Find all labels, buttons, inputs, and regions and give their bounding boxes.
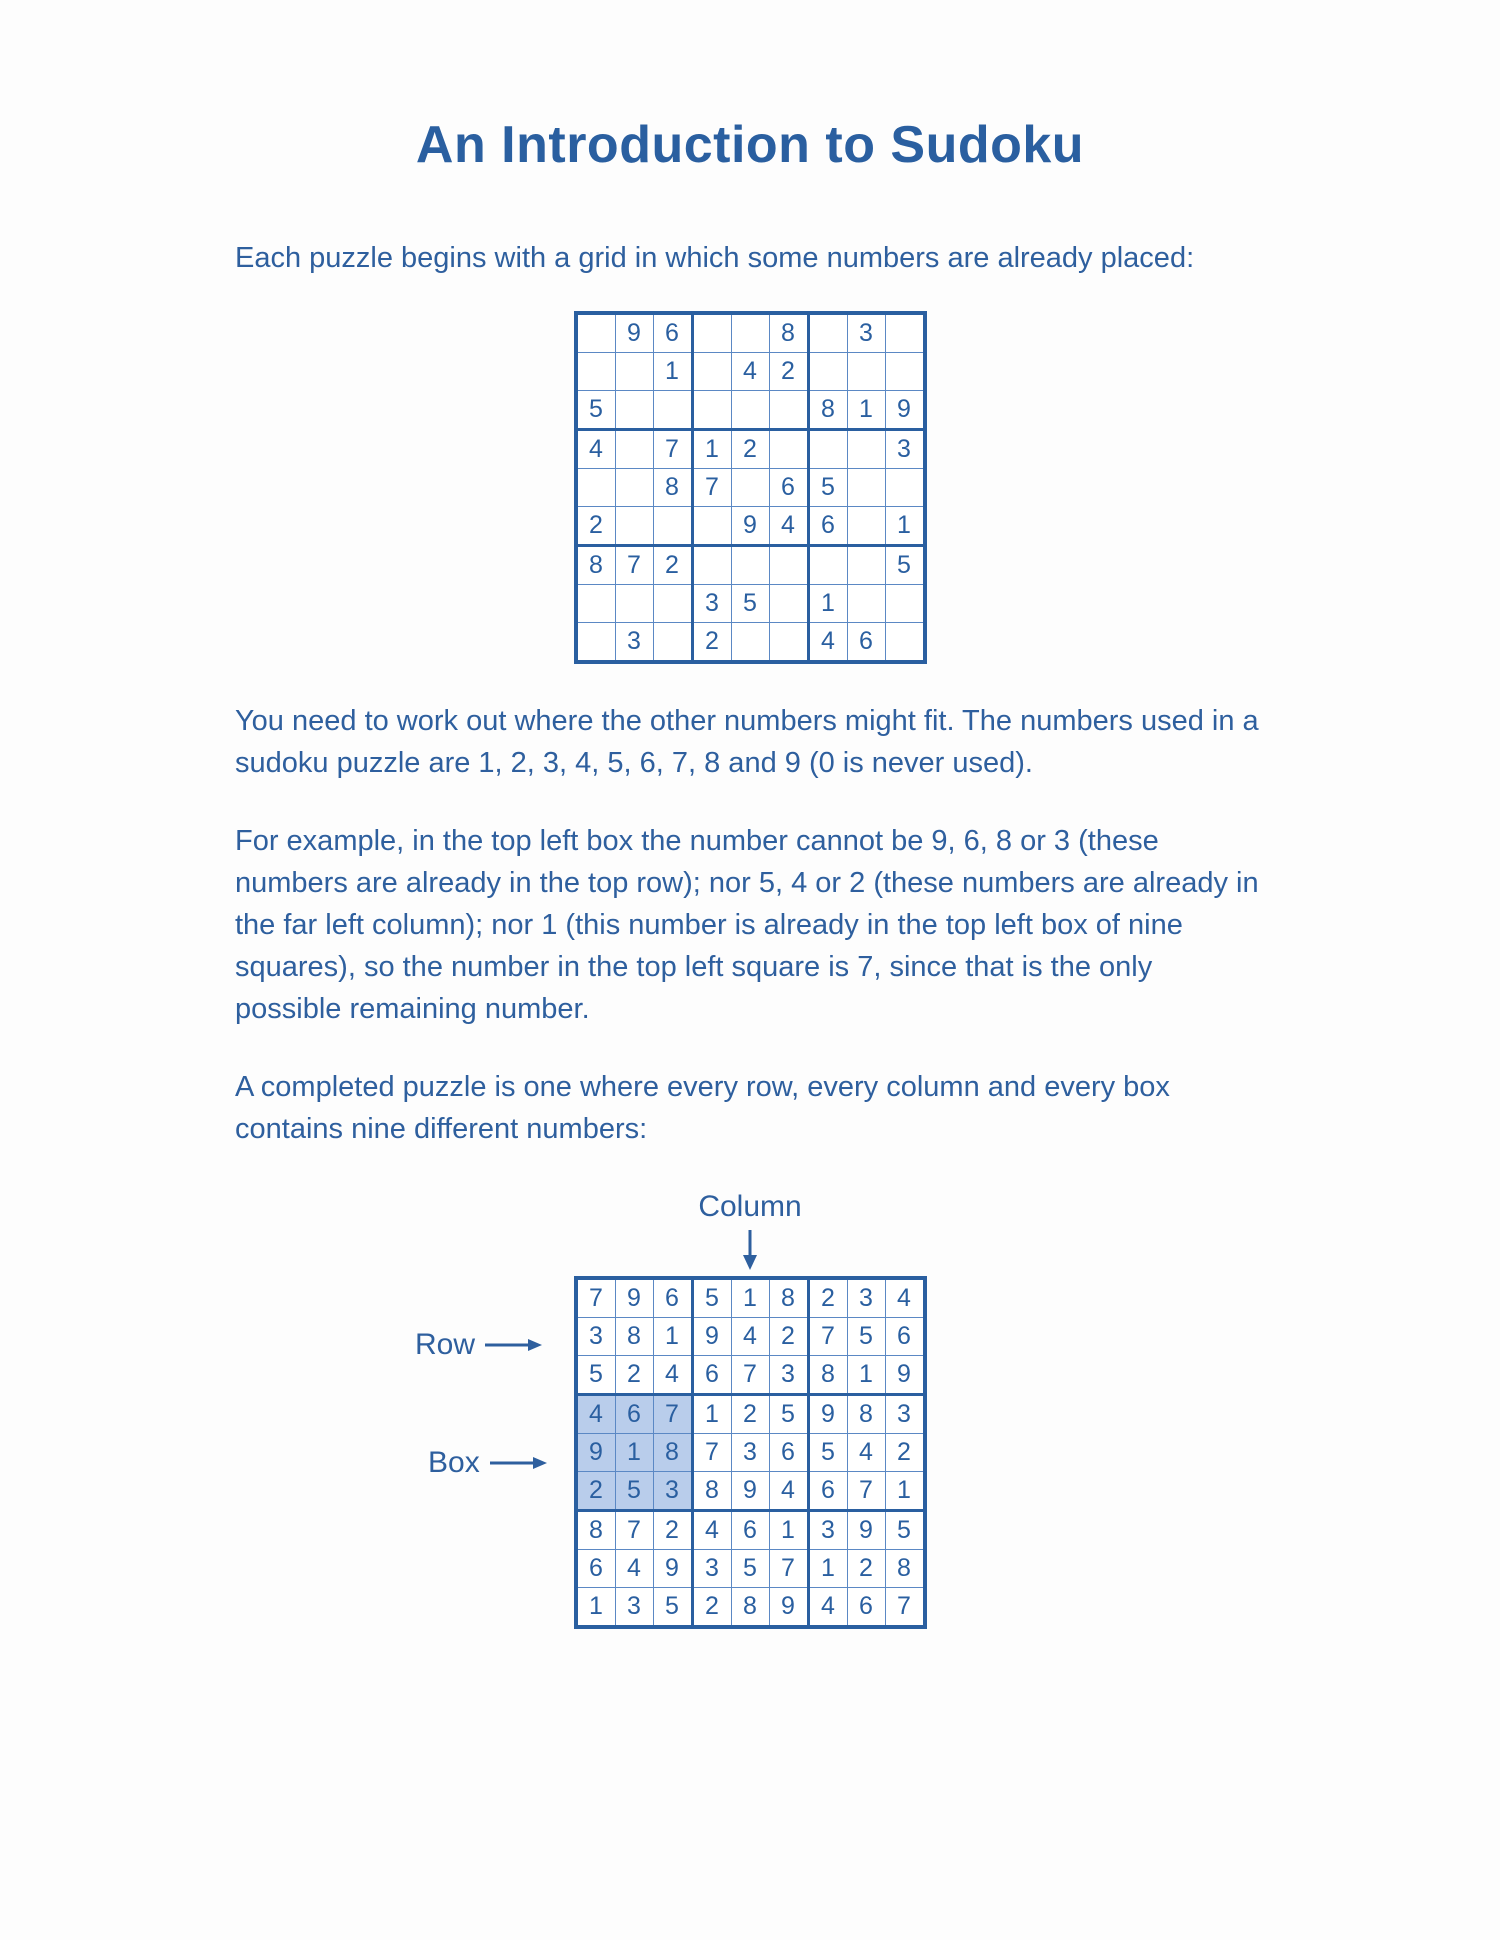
sudoku-cell: 5 (576, 391, 616, 430)
sudoku-cell (615, 585, 653, 623)
sudoku-cell: 8 (808, 391, 847, 430)
column-arrow-icon (730, 1228, 770, 1272)
sudoku-cell: 4 (615, 1550, 653, 1588)
sudoku-cell: 5 (885, 1511, 925, 1550)
sudoku-cell (808, 313, 847, 353)
sudoku-cell: 3 (615, 623, 653, 663)
sudoku-cell: 5 (885, 546, 925, 585)
sudoku-cell: 4 (808, 623, 847, 663)
sudoku-cell: 7 (653, 1395, 692, 1434)
puzzle-grid (574, 311, 927, 664)
sudoku-cell (615, 469, 653, 507)
sudoku-cell: 3 (692, 1550, 731, 1588)
row-label: Row (415, 1328, 476, 1362)
sudoku-cell: 7 (885, 1588, 925, 1628)
row-arrow-icon (485, 1335, 543, 1355)
sudoku-cell (692, 391, 731, 430)
page-title: An Introduction to Sudoku (415, 116, 1085, 174)
sudoku-cell (615, 430, 653, 469)
sudoku-cell: 8 (808, 1356, 847, 1395)
sudoku-row (576, 1356, 925, 1395)
sudoku-cell: 9 (653, 1550, 692, 1588)
sudoku-cell (769, 623, 808, 663)
sudoku-cell: 8 (769, 1278, 808, 1318)
sudoku-cell (808, 546, 847, 585)
sudoku-cell (576, 469, 616, 507)
sudoku-cell (653, 623, 692, 663)
sudoku-row (576, 1318, 925, 1356)
solution-grid (574, 1276, 927, 1629)
sudoku-row (576, 1472, 925, 1511)
sudoku-row (576, 1278, 925, 1318)
sudoku-cell (731, 313, 769, 353)
sudoku-cell (731, 546, 769, 585)
sudoku-cell: 9 (615, 1278, 653, 1318)
sudoku-row (576, 391, 925, 430)
sudoku-cell (847, 469, 885, 507)
sudoku-cell (847, 353, 885, 391)
sudoku-cell: 1 (808, 585, 847, 623)
sudoku-cell: 5 (615, 1472, 653, 1511)
sudoku-cell (885, 623, 925, 663)
sudoku-cell (576, 313, 616, 353)
sudoku-cell: 2 (808, 1278, 847, 1318)
sudoku-cell: 4 (731, 1318, 769, 1356)
sudoku-cell: 9 (808, 1395, 847, 1434)
sudoku-cell: 4 (769, 1472, 808, 1511)
sudoku-row (576, 507, 925, 546)
sudoku-cell: 5 (847, 1318, 885, 1356)
sudoku-cell: 3 (885, 1395, 925, 1434)
sudoku-cell: 8 (731, 1588, 769, 1628)
sudoku-cell: 7 (576, 1278, 616, 1318)
sudoku-cell: 9 (885, 391, 925, 430)
sudoku-cell: 3 (615, 1588, 653, 1628)
sudoku-cell: 1 (808, 1550, 847, 1588)
intro-text: Each puzzle begins with a grid in which some numbers are already placed: (235, 242, 1195, 274)
sudoku-cell: 5 (576, 1356, 616, 1395)
sudoku-row (576, 585, 925, 623)
sudoku-cell (576, 623, 616, 663)
sudoku-cell: 6 (692, 1356, 731, 1395)
sudoku-cell (847, 585, 885, 623)
sudoku-cell: 7 (653, 430, 692, 469)
sudoku-cell (769, 585, 808, 623)
sudoku-cell: 2 (653, 1511, 692, 1550)
sudoku-cell: 3 (692, 585, 731, 623)
sudoku-cell: 7 (769, 1550, 808, 1588)
sudoku-cell: 7 (731, 1356, 769, 1395)
sudoku-cell: 3 (576, 1318, 616, 1356)
sudoku-cell: 8 (653, 1434, 692, 1472)
sudoku-row (576, 1434, 925, 1472)
sudoku-row (576, 1511, 925, 1550)
sudoku-cell: 2 (769, 353, 808, 391)
sudoku-cell: 3 (885, 430, 925, 469)
sudoku-cell: 6 (615, 1395, 653, 1434)
sudoku-cell: 5 (769, 1395, 808, 1434)
sudoku-cell (576, 585, 616, 623)
sudoku-cell (808, 353, 847, 391)
sudoku-cell (885, 585, 925, 623)
sudoku-cell: 1 (692, 1395, 731, 1434)
sudoku-cell: 8 (615, 1318, 653, 1356)
sudoku-cell: 5 (808, 1434, 847, 1472)
sudoku-cell: 6 (769, 469, 808, 507)
sudoku-row (576, 1588, 925, 1628)
sudoku-cell: 4 (576, 1395, 616, 1434)
sudoku-cell (615, 353, 653, 391)
sudoku-cell: 1 (731, 1278, 769, 1318)
sudoku-cell: 7 (847, 1472, 885, 1511)
paragraph-2: For example, in the top left box the number cannot be 9, 6, 8 or 3 (these numbers are already in the top row); nor 5, 4 or 2 (these numbers are already in the far left column); nor 1 (this number is already in the top left box of nine squares), so the number in the top left square is 7, since that is the only possible remaining number. (235, 825, 1259, 1026)
column-label: Column (698, 1190, 802, 1224)
sudoku-cell: 8 (769, 313, 808, 353)
sudoku-cell: 7 (615, 546, 653, 585)
sudoku-cell: 5 (731, 585, 769, 623)
sudoku-cell: 5 (692, 1278, 731, 1318)
sudoku-cell (653, 507, 692, 546)
sudoku-cell: 1 (692, 430, 731, 469)
sudoku-cell (615, 391, 653, 430)
sudoku-cell: 1 (576, 1588, 616, 1628)
sudoku-cell: 6 (808, 1472, 847, 1511)
sudoku-cell: 1 (769, 1511, 808, 1550)
sudoku-cell: 9 (692, 1318, 731, 1356)
sudoku-cell: 4 (692, 1511, 731, 1550)
sudoku-cell: 3 (808, 1511, 847, 1550)
sudoku-cell: 2 (615, 1356, 653, 1395)
sudoku-cell: 9 (847, 1511, 885, 1550)
sudoku-cell: 1 (847, 1356, 885, 1395)
sudoku-cell: 4 (653, 1356, 692, 1395)
sudoku-cell: 6 (576, 1550, 616, 1588)
sudoku-cell: 6 (731, 1511, 769, 1550)
sudoku-cell: 7 (692, 1434, 731, 1472)
sudoku-cell: 4 (847, 1434, 885, 1472)
sudoku-cell (847, 430, 885, 469)
sudoku-cell: 7 (808, 1318, 847, 1356)
sudoku-cell: 2 (576, 507, 616, 546)
sudoku-cell (653, 391, 692, 430)
sudoku-cell (692, 313, 731, 353)
sudoku-cell: 1 (847, 391, 885, 430)
sudoku-cell: 3 (847, 1278, 885, 1318)
sudoku-cell: 4 (808, 1588, 847, 1628)
sudoku-cell: 5 (653, 1588, 692, 1628)
sudoku-cell: 4 (769, 507, 808, 546)
sudoku-cell: 8 (692, 1472, 731, 1511)
box-arrow-icon (490, 1453, 548, 1473)
paragraph-1: You need to work out where the other numbers might fit. The numbers used in a sudoku puzzle are 1, 2, 3, 4, 5, 6, 7, 8 and 9 (0 is never used). (235, 705, 1259, 780)
sudoku-cell: 1 (615, 1434, 653, 1472)
solution-grid-wrap (0, 1276, 1500, 1629)
sudoku-cell (808, 430, 847, 469)
sudoku-cell: 2 (885, 1434, 925, 1472)
sudoku-cell (692, 546, 731, 585)
sudoku-cell: 1 (885, 507, 925, 546)
sudoku-cell (769, 546, 808, 585)
sudoku-cell (731, 391, 769, 430)
sudoku-cell: 6 (769, 1434, 808, 1472)
sudoku-cell: 4 (576, 430, 616, 469)
sudoku-cell: 2 (769, 1318, 808, 1356)
sudoku-cell (692, 353, 731, 391)
row-label-group (415, 1328, 543, 1362)
sudoku-cell: 8 (847, 1395, 885, 1434)
sudoku-row (576, 1550, 925, 1588)
sudoku-cell: 1 (885, 1472, 925, 1511)
sudoku-cell (769, 430, 808, 469)
sudoku-row (576, 353, 925, 391)
puzzle-grid-container (0, 311, 1500, 664)
sudoku-cell: 9 (615, 313, 653, 353)
sudoku-cell: 4 (731, 353, 769, 391)
sudoku-cell (847, 546, 885, 585)
sudoku-cell (769, 391, 808, 430)
sudoku-cell: 9 (731, 507, 769, 546)
sudoku-cell (885, 313, 925, 353)
sudoku-cell (885, 469, 925, 507)
sudoku-cell: 2 (731, 430, 769, 469)
sudoku-cell: 6 (847, 623, 885, 663)
sudoku-cell: 4 (885, 1278, 925, 1318)
sudoku-cell (847, 507, 885, 546)
sudoku-row (576, 469, 925, 507)
sudoku-cell (615, 507, 653, 546)
sudoku-row (576, 430, 925, 469)
sudoku-cell: 2 (731, 1395, 769, 1434)
paragraph-3: A completed puzzle is one where every row, every column and every box contains nine different numbers: (235, 1071, 1170, 1146)
sudoku-cell: 8 (653, 469, 692, 507)
sudoku-row (576, 1395, 925, 1434)
box-label: Box (428, 1446, 480, 1480)
sudoku-cell: 2 (847, 1550, 885, 1588)
sudoku-cell: 1 (653, 1318, 692, 1356)
sudoku-cell (885, 353, 925, 391)
sudoku-cell: 5 (808, 469, 847, 507)
sudoku-row (576, 313, 925, 353)
sudoku-cell: 9 (576, 1434, 616, 1472)
sudoku-cell: 5 (731, 1550, 769, 1588)
sudoku-cell (653, 585, 692, 623)
sudoku-row (576, 623, 925, 663)
sudoku-cell: 9 (769, 1588, 808, 1628)
sudoku-cell: 7 (692, 469, 731, 507)
sudoku-cell: 9 (731, 1472, 769, 1511)
sudoku-cell: 3 (731, 1434, 769, 1472)
sudoku-cell: 6 (808, 507, 847, 546)
sudoku-cell (692, 507, 731, 546)
box-label-group (428, 1446, 548, 1480)
sudoku-cell: 3 (653, 1472, 692, 1511)
sudoku-cell (731, 623, 769, 663)
sudoku-cell: 6 (653, 1278, 692, 1318)
sudoku-cell: 3 (847, 313, 885, 353)
sudoku-cell: 6 (885, 1318, 925, 1356)
sudoku-cell: 7 (615, 1511, 653, 1550)
sudoku-cell: 2 (653, 546, 692, 585)
sudoku-cell: 8 (576, 546, 616, 585)
sudoku-cell: 2 (692, 1588, 731, 1628)
sudoku-cell: 6 (847, 1588, 885, 1628)
solution-grid-container (0, 1276, 1500, 1629)
solution-section (0, 1190, 1500, 1629)
sudoku-cell (576, 353, 616, 391)
sudoku-cell: 2 (692, 623, 731, 663)
sudoku-cell: 9 (885, 1356, 925, 1395)
sudoku-cell: 8 (576, 1511, 616, 1550)
sudoku-cell: 6 (653, 313, 692, 353)
sudoku-cell: 1 (653, 353, 692, 391)
sudoku-cell: 8 (885, 1550, 925, 1588)
sudoku-cell (731, 469, 769, 507)
sudoku-cell: 2 (576, 1472, 616, 1511)
sudoku-row (576, 546, 925, 585)
sudoku-cell: 3 (769, 1356, 808, 1395)
